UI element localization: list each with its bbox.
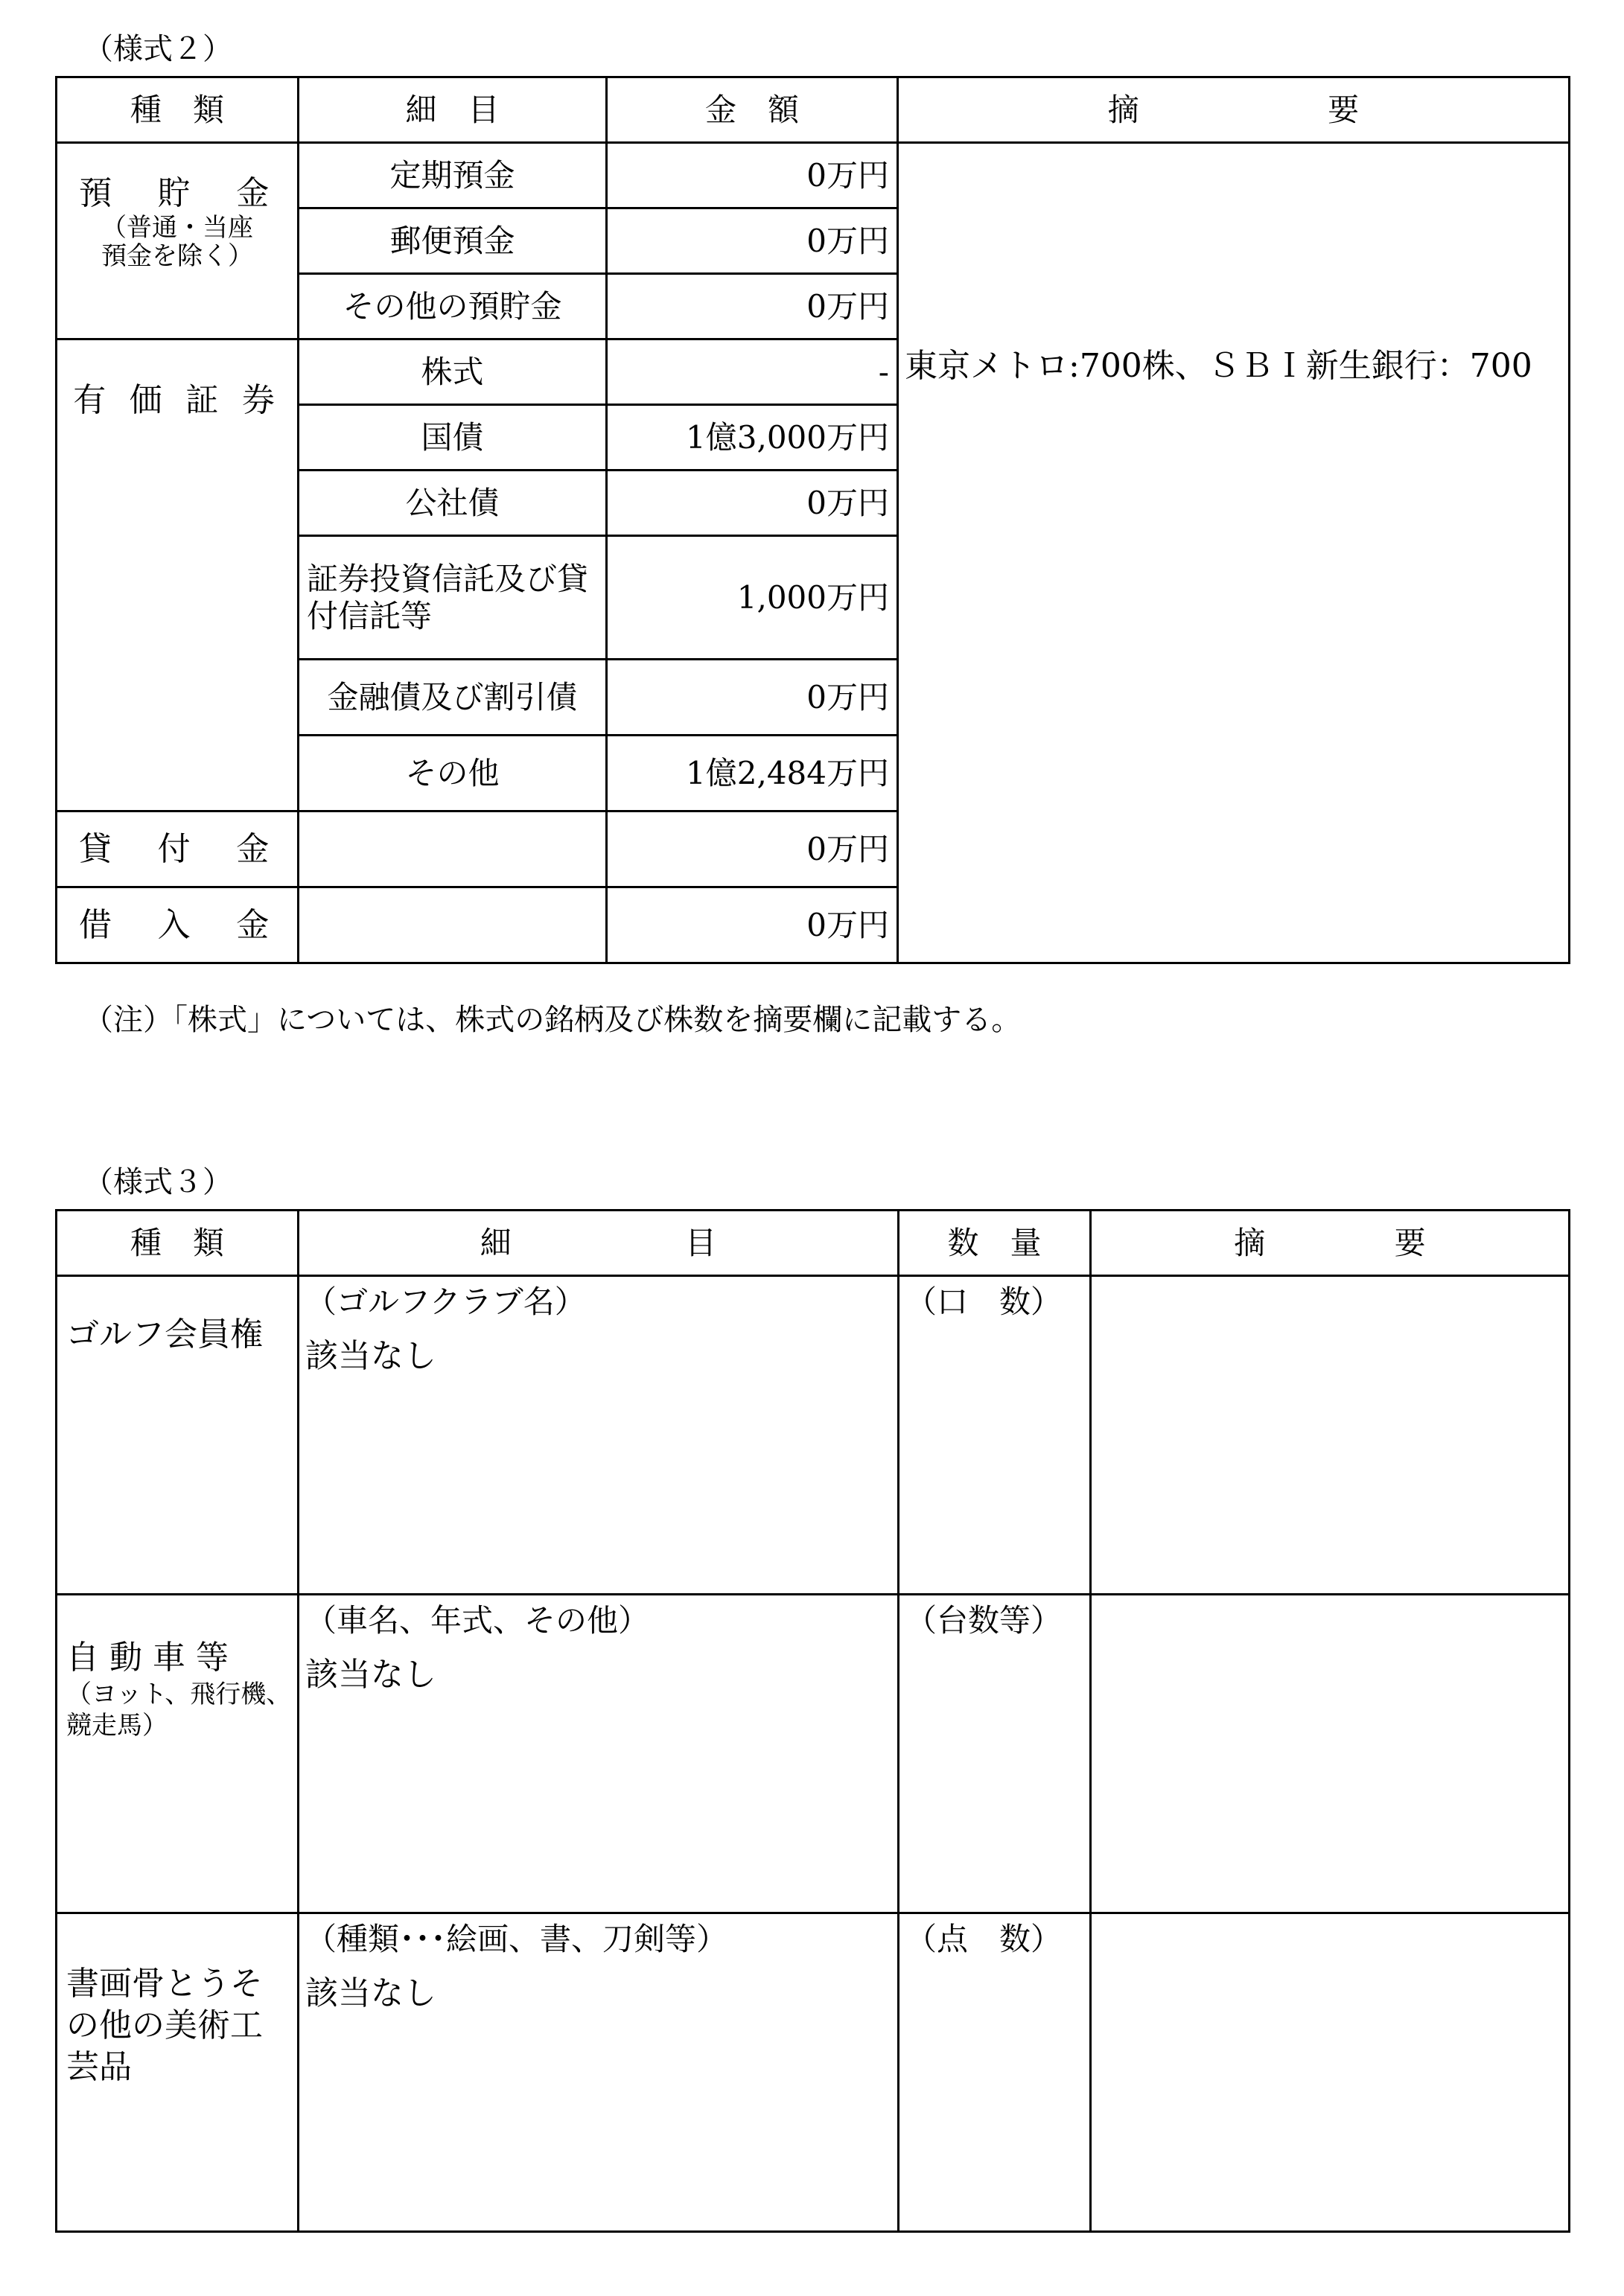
form2-table	[55, 76, 1570, 964]
qty-vehicles	[899, 1595, 1091, 1913]
item-investment-trusts: 証券投資信託及び貸付信託等	[299, 536, 607, 660]
qty-vehicles-label: （台数等）	[905, 1602, 1063, 1639]
amount-investment-trusts: 1,000万円	[607, 536, 898, 660]
kind-loans	[57, 811, 299, 887]
form3-header-item-a: 細	[480, 1224, 512, 1261]
form3-header-memo-b: 要	[1394, 1224, 1426, 1261]
item-loans	[299, 811, 607, 887]
form3-header-memo-a: 摘	[1234, 1224, 1266, 1261]
header-item: 細 目	[299, 77, 607, 143]
form3-header-item-b: 目	[685, 1224, 717, 1261]
amount-borrowings: 0万円	[607, 887, 898, 963]
kind-artworks	[57, 1913, 299, 2232]
memo-cell	[898, 143, 1570, 963]
kind-vehicles-note: （ヨット、飛行機、競走馬）	[66, 1680, 292, 1741]
item-artworks-sub: （種類･･･絵画、書、刀剣等）	[305, 1921, 728, 1957]
item-other-deposit: その他の預貯金	[299, 274, 607, 339]
item-financial-bonds: 金融債及び割引債	[299, 660, 607, 736]
item-golf	[299, 1276, 899, 1595]
item-vehicles-value: 該当なし	[305, 1656, 436, 1694]
kind-deposits	[57, 143, 299, 339]
kind-vehicles-label: 自 動 車 等	[66, 1639, 229, 1677]
kind-golf-label: ゴルフ会員権	[66, 1316, 263, 1353]
amount-time-deposit: 0万円	[607, 143, 898, 208]
item-time-deposit: 定期預金	[299, 143, 607, 208]
amount-stocks: -	[607, 339, 898, 405]
form3-title: （様式３）	[83, 1165, 232, 1199]
form3-table	[55, 1209, 1570, 2233]
form3-header-item	[299, 1211, 899, 1276]
kind-vehicles	[57, 1595, 299, 1913]
item-golf-value: 該当なし	[305, 1337, 436, 1375]
kind-securities-label: 有 価 証 券	[73, 381, 281, 419]
item-vehicles-sub: （車名、年式、その他）	[305, 1602, 650, 1639]
qty-golf-label: （口 数）	[905, 1283, 1063, 1320]
amount-financial-bonds: 0万円	[607, 660, 898, 736]
header-amount: 金 額	[607, 77, 898, 143]
item-borrowings	[299, 887, 607, 963]
item-govt-bonds: 国債	[299, 405, 607, 471]
amount-corporate-bonds: 0万円	[607, 471, 898, 536]
form3-header-memo	[1091, 1211, 1570, 1276]
amount-govt-bonds: 1億3,000万円	[607, 405, 898, 471]
item-stocks: 株式	[299, 339, 607, 405]
amount-postal-deposit: 0万円	[607, 208, 898, 274]
amount-other-deposit: 0万円	[607, 274, 898, 339]
form2-note: （注）「株式」については、株式の銘柄及び株数を摘要欄に記載する。	[83, 1003, 1022, 1037]
form3-header-qty: 数 量	[899, 1211, 1091, 1276]
amount-loans: 0万円	[607, 811, 898, 887]
kind-golf	[57, 1276, 299, 1595]
memo-vehicles	[1091, 1595, 1570, 1913]
amount-other-securities: 1億2,484万円	[607, 736, 898, 811]
qty-artworks	[899, 1913, 1091, 2232]
header-memo-a: 摘	[1107, 91, 1139, 128]
kind-borrowings-label: 借 入 金	[79, 905, 276, 944]
item-postal-deposit: 郵便預金	[299, 208, 607, 274]
item-other-securities: その他	[299, 736, 607, 811]
memo-golf	[1091, 1276, 1570, 1595]
header-memo	[898, 77, 1570, 143]
kind-deposits-label: 預 貯 金	[79, 174, 276, 212]
item-vehicles	[299, 1595, 899, 1913]
form2-title: （様式２）	[83, 32, 232, 66]
memo-text: 東京メトロ:700株、ＳＢＩ新生銀行：700	[905, 347, 1532, 385]
qty-golf	[899, 1276, 1091, 1595]
kind-deposits-note-1: （普通・当座	[101, 213, 253, 243]
kind-borrowings	[57, 887, 299, 963]
kind-artworks-label: 書画骨とうその他の美術工芸品	[66, 1965, 263, 2086]
kind-securities	[57, 339, 299, 811]
qty-artworks-label: （点 数）	[905, 1921, 1063, 1957]
item-artworks-value: 該当なし	[305, 1974, 436, 2012]
header-kind: 種 類	[57, 77, 299, 143]
kind-deposits-note-2: 預金を除く）	[101, 241, 253, 271]
item-golf-sub: （ゴルフクラブ名）	[305, 1283, 586, 1320]
header-memo-b: 要	[1328, 91, 1360, 128]
item-corporate-bonds: 公社債	[299, 471, 607, 536]
form3-header-kind: 種 類	[57, 1211, 299, 1276]
item-artworks	[299, 1913, 899, 2232]
memo-artworks	[1091, 1913, 1570, 2232]
kind-loans-label: 貸 付 金	[79, 829, 276, 868]
